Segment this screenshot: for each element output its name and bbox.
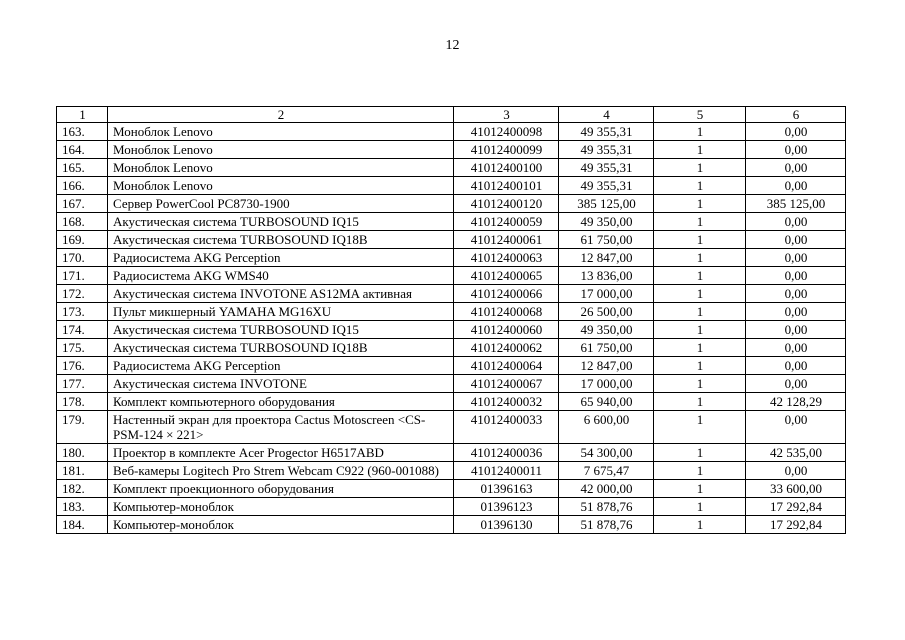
cost-cell: 26 500,00 bbox=[559, 303, 654, 321]
item-name-cell: Акустическая система TURBOSOUND IQ15 bbox=[108, 321, 454, 339]
row-number-cell: 175. bbox=[57, 339, 108, 357]
quantity-cell: 1 bbox=[654, 516, 746, 534]
inventory-table bbox=[56, 106, 846, 534]
item-name-cell: Акустическая система TURBOSOUND IQ18B bbox=[108, 231, 454, 249]
row-number-cell: 164. bbox=[57, 141, 108, 159]
row-number-cell: 163. bbox=[57, 123, 108, 141]
quantity-cell: 1 bbox=[654, 357, 746, 375]
residual-value-cell: 0,00 bbox=[746, 339, 846, 357]
inventory-code-cell: 41012400100 bbox=[454, 159, 559, 177]
cost-cell: 17 000,00 bbox=[559, 285, 654, 303]
item-name-cell: Акустическая система TURBOSOUND IQ18B bbox=[108, 339, 454, 357]
inventory-code-cell: 41012400032 bbox=[454, 393, 559, 411]
quantity-cell: 1 bbox=[654, 213, 746, 231]
row-number-cell: 165. bbox=[57, 159, 108, 177]
item-name-cell: Комплект компьютерного оборудования bbox=[108, 393, 454, 411]
residual-value-cell: 17 292,84 bbox=[746, 516, 846, 534]
table-row bbox=[57, 498, 846, 516]
inventory-code-cell: 41012400098 bbox=[454, 123, 559, 141]
item-name-cell: Радиосистема AKG Perception bbox=[108, 357, 454, 375]
residual-value-cell: 0,00 bbox=[746, 357, 846, 375]
residual-value-cell: 0,00 bbox=[746, 411, 846, 444]
row-number-cell: 172. bbox=[57, 285, 108, 303]
residual-value-cell: 42 535,00 bbox=[746, 444, 846, 462]
quantity-cell: 1 bbox=[654, 498, 746, 516]
quantity-cell: 1 bbox=[654, 267, 746, 285]
table-row bbox=[57, 267, 846, 285]
table-row bbox=[57, 141, 846, 159]
inventory-code-cell: 01396130 bbox=[454, 516, 559, 534]
inventory-code-cell: 01396123 bbox=[454, 498, 559, 516]
row-number-cell: 168. bbox=[57, 213, 108, 231]
item-name-cell: Радиосистема AKG Perception bbox=[108, 249, 454, 267]
quantity-cell: 1 bbox=[654, 285, 746, 303]
cost-cell: 49 350,00 bbox=[559, 213, 654, 231]
item-name-cell: Проектор в комплекте Acer Progector H6517ABD bbox=[108, 444, 454, 462]
cost-cell: 61 750,00 bbox=[559, 231, 654, 249]
residual-value-cell: 17 292,84 bbox=[746, 498, 846, 516]
residual-value-cell: 0,00 bbox=[746, 213, 846, 231]
column-header: 2 bbox=[108, 107, 454, 123]
cost-cell: 61 750,00 bbox=[559, 339, 654, 357]
cost-cell: 42 000,00 bbox=[559, 480, 654, 498]
item-name-cell: Акустическая система INVOTONE AS12MA активная bbox=[108, 285, 454, 303]
residual-value-cell: 0,00 bbox=[746, 141, 846, 159]
table-row bbox=[57, 321, 846, 339]
row-number-cell: 182. bbox=[57, 480, 108, 498]
item-name-cell: Моноблок Lenovo bbox=[108, 159, 454, 177]
inventory-code-cell: 41012400011 bbox=[454, 462, 559, 480]
row-number-cell: 179. bbox=[57, 411, 108, 444]
inventory-code-cell: 41012400061 bbox=[454, 231, 559, 249]
row-number-cell: 180. bbox=[57, 444, 108, 462]
cost-cell: 49 355,31 bbox=[559, 141, 654, 159]
quantity-cell: 1 bbox=[654, 231, 746, 249]
table-row bbox=[57, 393, 846, 411]
residual-value-cell: 0,00 bbox=[746, 249, 846, 267]
row-number-cell: 177. bbox=[57, 375, 108, 393]
inventory-code-cell: 41012400063 bbox=[454, 249, 559, 267]
cost-cell: 385 125,00 bbox=[559, 195, 654, 213]
inventory-code-cell: 41012400101 bbox=[454, 177, 559, 195]
quantity-cell: 1 bbox=[654, 177, 746, 195]
column-header: 5 bbox=[654, 107, 746, 123]
cost-cell: 49 355,31 bbox=[559, 123, 654, 141]
table-row bbox=[57, 177, 846, 195]
row-number-cell: 169. bbox=[57, 231, 108, 249]
item-name-cell: Моноблок Lenovo bbox=[108, 123, 454, 141]
row-number-cell: 176. bbox=[57, 357, 108, 375]
cost-cell: 65 940,00 bbox=[559, 393, 654, 411]
cost-cell: 51 878,76 bbox=[559, 516, 654, 534]
cost-cell: 13 836,00 bbox=[559, 267, 654, 285]
table-row bbox=[57, 159, 846, 177]
residual-value-cell: 0,00 bbox=[746, 123, 846, 141]
quantity-cell: 1 bbox=[654, 411, 746, 444]
quantity-cell: 1 bbox=[654, 375, 746, 393]
quantity-cell: 1 bbox=[654, 393, 746, 411]
quantity-cell: 1 bbox=[654, 123, 746, 141]
table-row bbox=[57, 357, 846, 375]
table-row bbox=[57, 231, 846, 249]
quantity-cell: 1 bbox=[654, 141, 746, 159]
inventory-code-cell: 41012400060 bbox=[454, 321, 559, 339]
inventory-code-cell: 41012400099 bbox=[454, 141, 559, 159]
row-number-cell: 171. bbox=[57, 267, 108, 285]
cost-cell: 49 355,31 bbox=[559, 159, 654, 177]
page-number: 12 bbox=[445, 38, 460, 53]
row-number-cell: 174. bbox=[57, 321, 108, 339]
item-name-cell: Комплект проекционного оборудования bbox=[108, 480, 454, 498]
column-header: 4 bbox=[559, 107, 654, 123]
residual-value-cell: 0,00 bbox=[746, 462, 846, 480]
item-name-cell: Акустическая система TURBOSOUND IQ15 bbox=[108, 213, 454, 231]
residual-value-cell: 0,00 bbox=[746, 375, 846, 393]
table-row bbox=[57, 516, 846, 534]
residual-value-cell: 0,00 bbox=[746, 285, 846, 303]
row-number-cell: 167. bbox=[57, 195, 108, 213]
residual-value-cell: 0,00 bbox=[746, 303, 846, 321]
row-number-cell: 178. bbox=[57, 393, 108, 411]
residual-value-cell: 33 600,00 bbox=[746, 480, 846, 498]
residual-value-cell: 42 128,29 bbox=[746, 393, 846, 411]
row-number-cell: 184. bbox=[57, 516, 108, 534]
row-number-cell: 170. bbox=[57, 249, 108, 267]
cost-cell: 54 300,00 bbox=[559, 444, 654, 462]
item-name-cell: Моноблок Lenovo bbox=[108, 177, 454, 195]
cost-cell: 51 878,76 bbox=[559, 498, 654, 516]
cost-cell: 7 675,47 bbox=[559, 462, 654, 480]
row-number-cell: 166. bbox=[57, 177, 108, 195]
cost-cell: 12 847,00 bbox=[559, 249, 654, 267]
item-name-cell: Настенный экран для проектора Cactus Motoscreen <CS-PSM-124 × 221> bbox=[108, 411, 454, 444]
quantity-cell: 1 bbox=[654, 339, 746, 357]
quantity-cell: 1 bbox=[654, 321, 746, 339]
quantity-cell: 1 bbox=[654, 444, 746, 462]
cost-cell: 12 847,00 bbox=[559, 357, 654, 375]
inventory-code-cell: 41012400068 bbox=[454, 303, 559, 321]
inventory-code-cell: 41012400033 bbox=[454, 411, 559, 444]
cost-cell: 6 600,00 bbox=[559, 411, 654, 444]
table-row bbox=[57, 249, 846, 267]
inventory-code-cell: 41012400062 bbox=[454, 339, 559, 357]
row-number-cell: 173. bbox=[57, 303, 108, 321]
table-row bbox=[57, 195, 846, 213]
column-header: 1 bbox=[57, 107, 108, 123]
residual-value-cell: 0,00 bbox=[746, 267, 846, 285]
item-name-cell: Акустическая система INVOTONE bbox=[108, 375, 454, 393]
quantity-cell: 1 bbox=[654, 249, 746, 267]
inventory-code-cell: 41012400064 bbox=[454, 357, 559, 375]
inventory-code-cell: 01396163 bbox=[454, 480, 559, 498]
quantity-cell: 1 bbox=[654, 159, 746, 177]
inventory-code-cell: 41012400065 bbox=[454, 267, 559, 285]
cost-cell: 17 000,00 bbox=[559, 375, 654, 393]
table-row bbox=[57, 411, 846, 444]
inventory-code-cell: 41012400066 bbox=[454, 285, 559, 303]
table-header-row bbox=[57, 107, 846, 123]
inventory-code-cell: 41012400067 bbox=[454, 375, 559, 393]
residual-value-cell: 0,00 bbox=[746, 177, 846, 195]
column-header: 6 bbox=[746, 107, 846, 123]
quantity-cell: 1 bbox=[654, 195, 746, 213]
row-number-cell: 181. bbox=[57, 462, 108, 480]
table-row bbox=[57, 123, 846, 141]
cost-cell: 49 355,31 bbox=[559, 177, 654, 195]
item-name-cell: Радиосистема AKG WMS40 bbox=[108, 267, 454, 285]
column-header: 3 bbox=[454, 107, 559, 123]
item-name-cell: Моноблок Lenovo bbox=[108, 141, 454, 159]
table-row bbox=[57, 462, 846, 480]
table-row bbox=[57, 303, 846, 321]
inventory-code-cell: 41012400120 bbox=[454, 195, 559, 213]
item-name-cell: Веб-камеры Logitech Pro Strem Webcam C922 (960-001088) bbox=[108, 462, 454, 480]
table-row bbox=[57, 213, 846, 231]
table-row bbox=[57, 339, 846, 357]
residual-value-cell: 0,00 bbox=[746, 321, 846, 339]
inventory-code-cell: 41012400059 bbox=[454, 213, 559, 231]
table-row bbox=[57, 480, 846, 498]
quantity-cell: 1 bbox=[654, 462, 746, 480]
cost-cell: 49 350,00 bbox=[559, 321, 654, 339]
residual-value-cell: 385 125,00 bbox=[746, 195, 846, 213]
item-name-cell: Пульт микшерный YAMAHA MG16XU bbox=[108, 303, 454, 321]
table-row bbox=[57, 285, 846, 303]
table-row bbox=[57, 375, 846, 393]
item-name-cell: Сервер PowerCool PC8730-1900 bbox=[108, 195, 454, 213]
row-number-cell: 183. bbox=[57, 498, 108, 516]
residual-value-cell: 0,00 bbox=[746, 231, 846, 249]
quantity-cell: 1 bbox=[654, 303, 746, 321]
residual-value-cell: 0,00 bbox=[746, 159, 846, 177]
quantity-cell: 1 bbox=[654, 480, 746, 498]
inventory-code-cell: 41012400036 bbox=[454, 444, 559, 462]
item-name-cell: Компьютер-моноблок bbox=[108, 498, 454, 516]
item-name-cell: Компьютер-моноблок bbox=[108, 516, 454, 534]
table-row bbox=[57, 444, 846, 462]
